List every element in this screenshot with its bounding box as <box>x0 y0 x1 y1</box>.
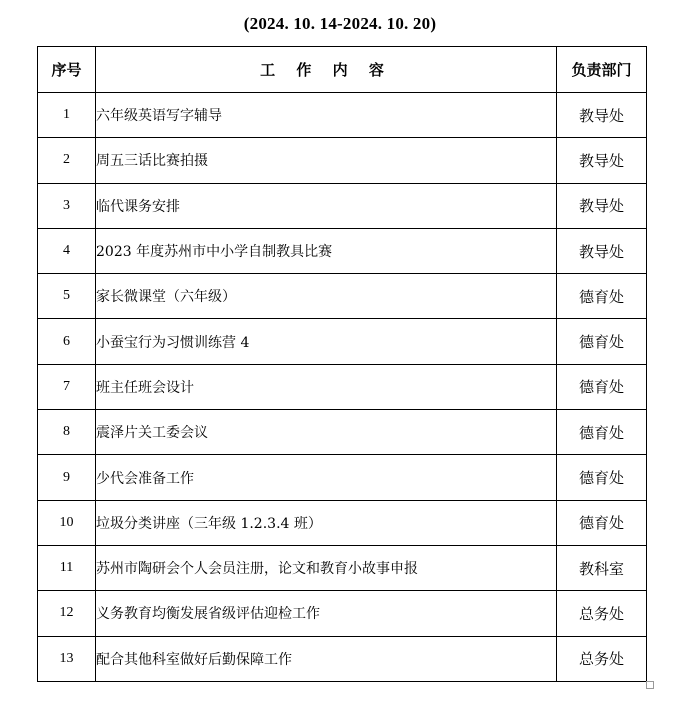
table-row <box>38 364 647 409</box>
row-work-content: 苏州市陶研会个人会员注册，论文和教育小故事申报 <box>96 545 557 590</box>
row-work-content: 周五三话比赛拍摄 <box>96 138 557 183</box>
row-responsible-dept: 教导处 <box>557 183 647 228</box>
table-row <box>38 274 647 319</box>
table-row <box>38 455 647 500</box>
row-work-content: 震泽片关工委会议 <box>96 410 557 455</box>
row-serial-number: 13 <box>38 636 96 681</box>
table-header-row <box>38 47 647 93</box>
row-responsible-dept: 总务处 <box>557 591 647 636</box>
row-work-content: 配合其他科室做好后勤保障工作 <box>96 636 557 681</box>
row-work-content: 家长微课堂（六年级） <box>96 274 557 319</box>
table-row <box>38 138 647 183</box>
row-serial-number: 2 <box>38 138 96 183</box>
row-work-content: 义务教育均衡发展省级评估迎检工作 <box>96 591 557 636</box>
work-schedule-table <box>37 46 647 682</box>
row-work-content: 班主任班会设计 <box>96 364 557 409</box>
row-serial-number: 5 <box>38 274 96 319</box>
row-serial-number: 4 <box>38 228 96 273</box>
table-row <box>38 319 647 364</box>
row-work-content: 临代课务安排 <box>96 183 557 228</box>
row-responsible-dept: 德育处 <box>557 500 647 545</box>
row-work-content: 小蚕宝行为习惯训练营 4 <box>96 319 557 364</box>
row-responsible-dept: 教导处 <box>557 93 647 138</box>
table-row <box>38 410 647 455</box>
row-work-content: 垃圾分类讲座（三年级 1.2.3.4 班） <box>96 500 557 545</box>
table-row <box>38 228 647 273</box>
row-serial-number: 7 <box>38 364 96 409</box>
row-responsible-dept: 德育处 <box>557 319 647 364</box>
table-row <box>38 500 647 545</box>
row-serial-number: 3 <box>38 183 96 228</box>
row-work-content: 2023 年度苏州市中小学自制教具比赛 <box>96 228 557 273</box>
row-serial-number: 1 <box>38 93 96 138</box>
table-row <box>38 636 647 681</box>
row-responsible-dept: 德育处 <box>557 455 647 500</box>
table-row <box>38 545 647 590</box>
row-work-content: 六年级英语写字辅导 <box>96 93 557 138</box>
row-responsible-dept: 教导处 <box>557 228 647 273</box>
row-responsible-dept: 总务处 <box>557 636 647 681</box>
row-responsible-dept: 德育处 <box>557 364 647 409</box>
row-responsible-dept: 德育处 <box>557 410 647 455</box>
row-responsible-dept: 教导处 <box>557 138 647 183</box>
row-serial-number: 11 <box>38 545 96 590</box>
row-serial-number: 8 <box>38 410 96 455</box>
document-title: (2024. 10. 14-2024. 10. 20) <box>243 14 437 33</box>
row-work-content: 少代会准备工作 <box>96 455 557 500</box>
header-work-content: 工 作 内 容 <box>96 47 557 93</box>
row-responsible-dept: 德育处 <box>557 274 647 319</box>
row-responsible-dept: 教科室 <box>557 545 647 590</box>
header-serial-number: 序号 <box>38 47 96 93</box>
table-row <box>38 93 647 138</box>
row-serial-number: 12 <box>38 591 96 636</box>
table-row <box>38 591 647 636</box>
table-resize-handle[interactable] <box>646 681 654 689</box>
table-row <box>38 183 647 228</box>
row-serial-number: 6 <box>38 319 96 364</box>
row-serial-number: 9 <box>38 455 96 500</box>
header-responsible-dept: 负责部门 <box>557 47 647 93</box>
row-serial-number: 10 <box>38 500 96 545</box>
